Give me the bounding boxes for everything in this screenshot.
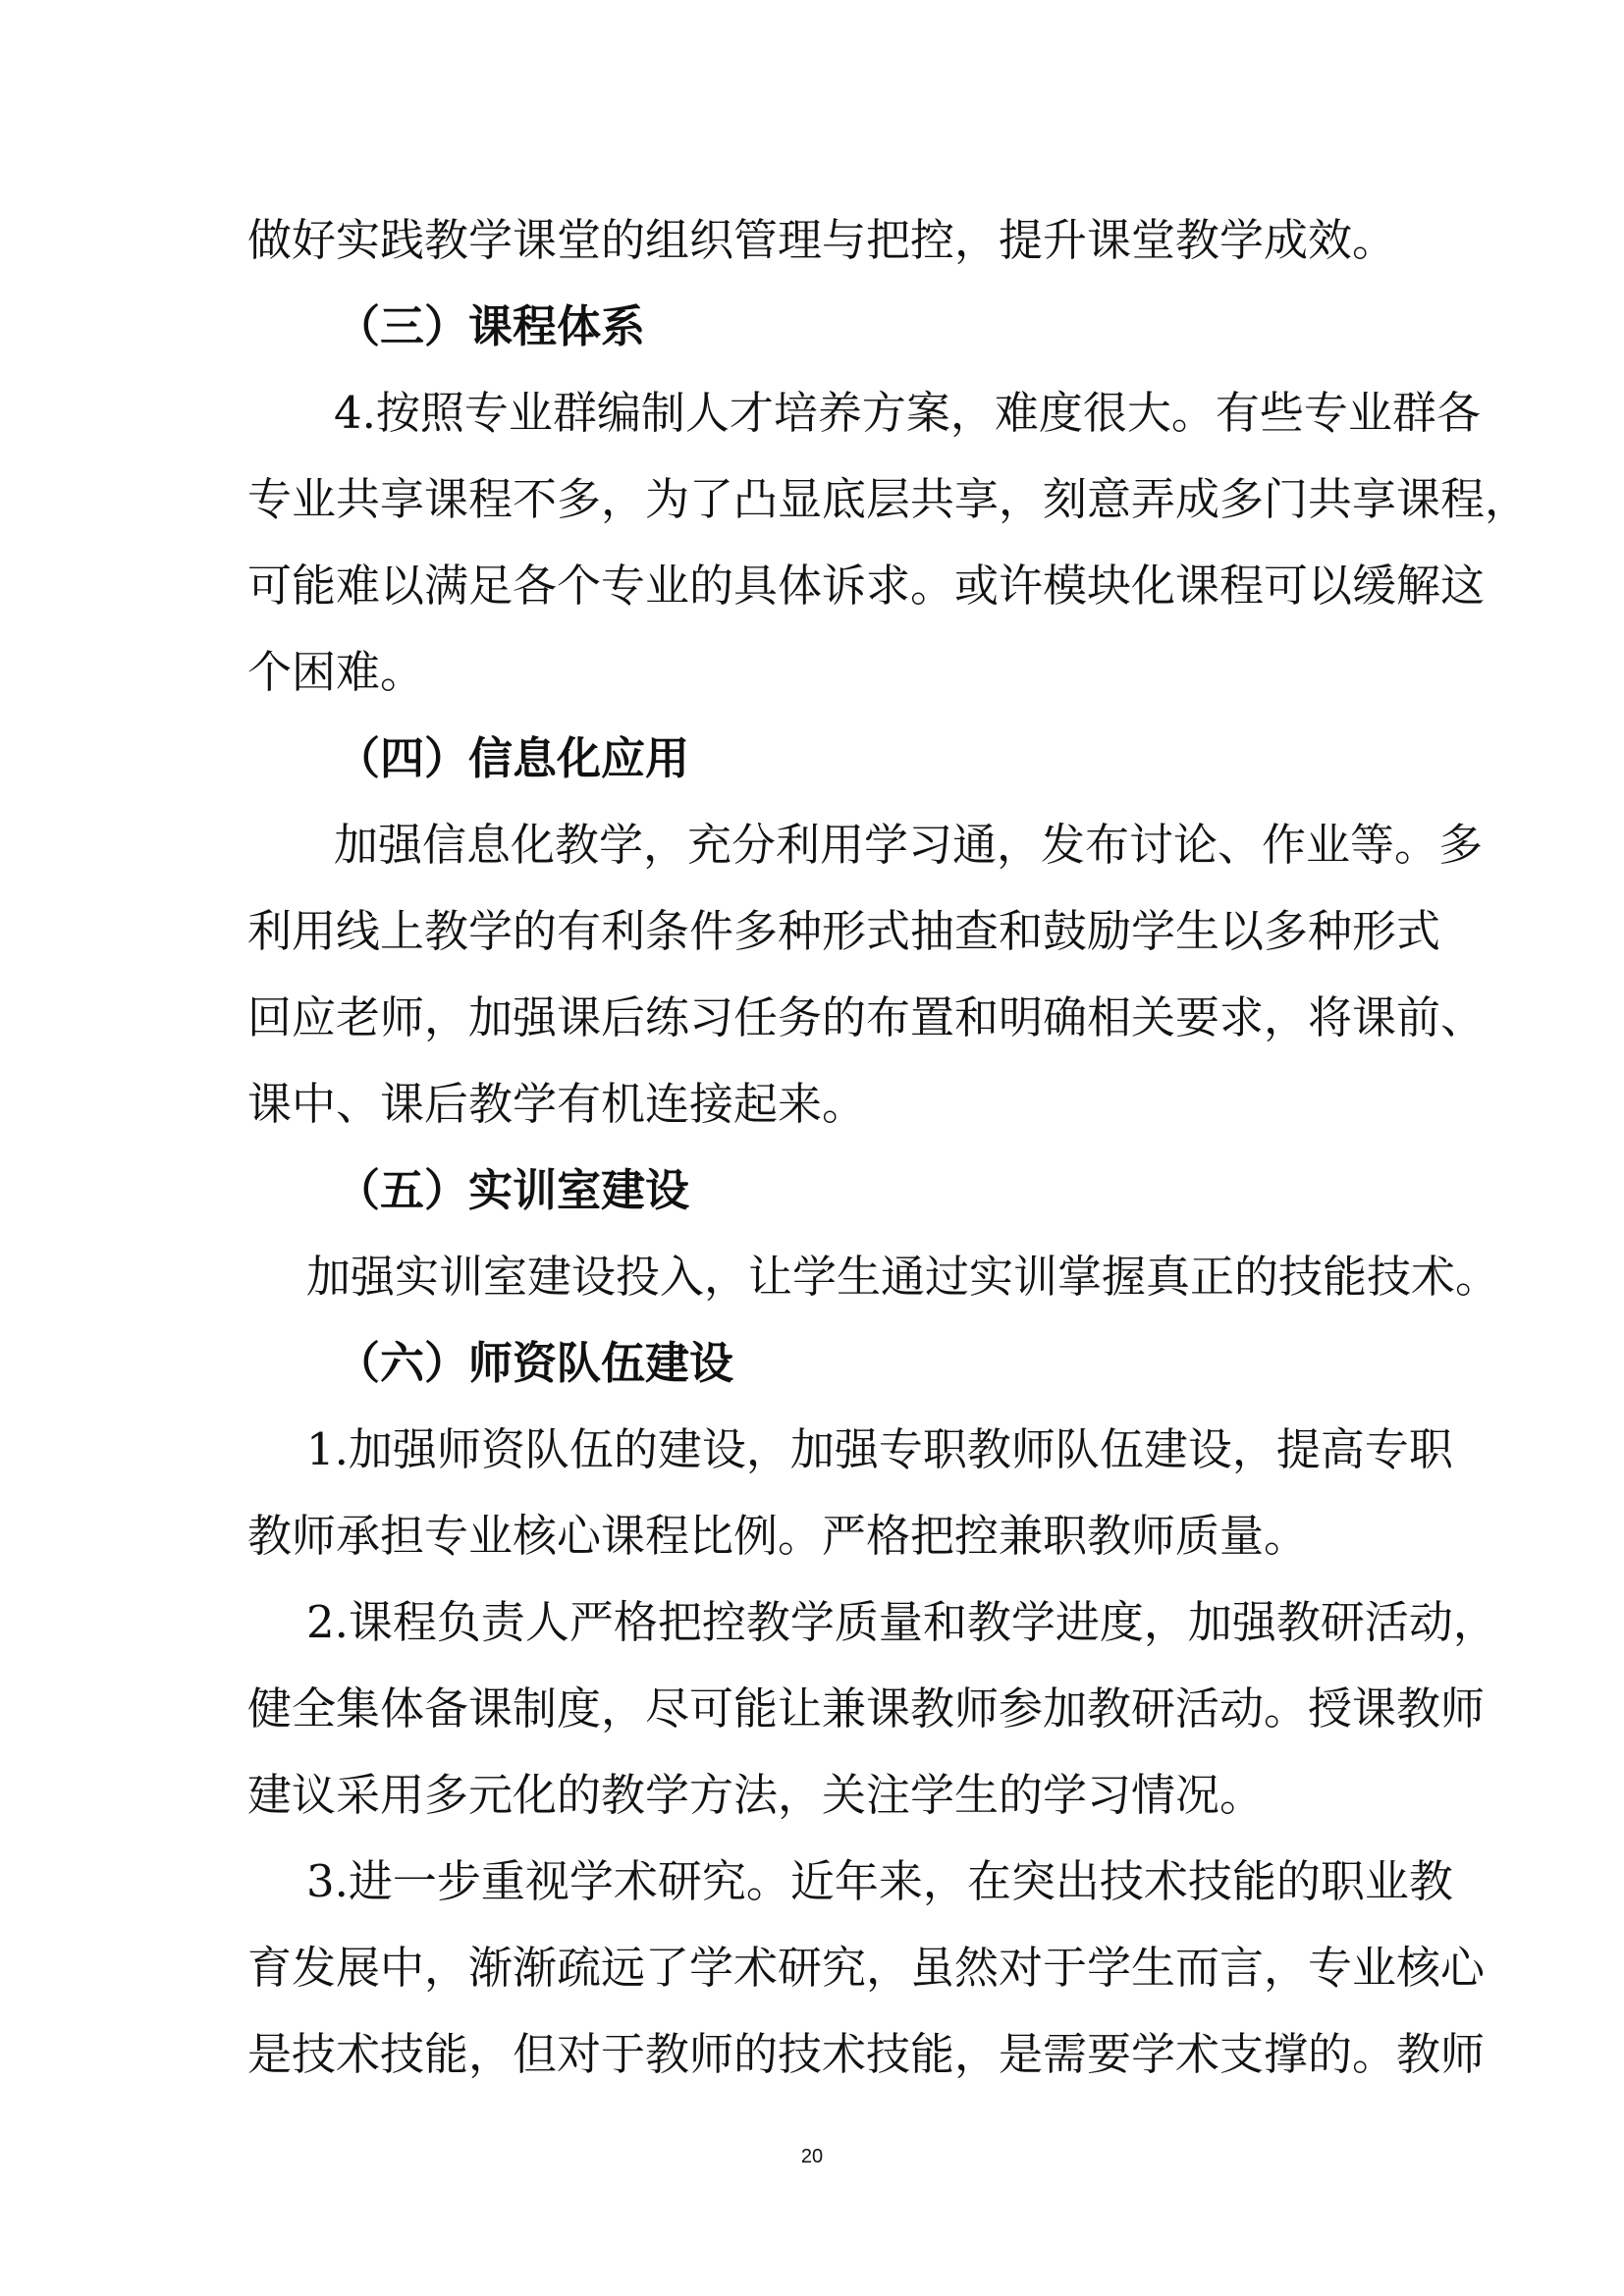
paragraph-line: 3.进一步重视学术研究。近年来，在突出技术技能的职业教 — [306, 1855, 1453, 1907]
paragraph-line: 回应老师，加强课后练习任务的布置和明确相关要求，将课前、 — [247, 991, 1486, 1043]
section-heading-curriculum: （三）课程体系 — [336, 300, 646, 352]
paragraph-line: 专业共享课程不多，为了凸显底层共享，刻意弄成多门共享课程， — [247, 473, 1530, 525]
paragraph-line: 2.课程负责人严格把控教学质量和教学进度，加强教研活动， — [306, 1596, 1497, 1648]
paragraph-line: 可能难以满足各个专业的具体诉求。或许模块化课程可以缓解这 — [247, 560, 1486, 612]
paragraph-line: 健全集体备课制度，尽可能让兼课教师参加教研活动。授课教师 — [247, 1682, 1486, 1735]
paragraph-line: 加强实训室建设投入，让学生通过实训掌握真正的技能技术。 — [306, 1251, 1500, 1303]
section-heading-informatization: （四）信息化应用 — [336, 732, 690, 784]
paragraph-line: 加强信息化教学，充分利用学习通，发布讨论、作业等。多 — [334, 819, 1484, 871]
paragraph-line: 个困难。 — [247, 646, 425, 698]
section-heading-faculty: （六）师资队伍建设 — [336, 1337, 734, 1389]
paragraph-line: 建议采用多元化的教学方法，关注学生的学习情况。 — [247, 1769, 1265, 1821]
paragraph-line: 利用线上教学的有利条件多种形式抽查和鼓励学生以多种形式 — [247, 905, 1441, 957]
paragraph-line: 1.加强师资队伍的建设，加强专职教师队伍建设，提高专职 — [306, 1423, 1453, 1475]
section-heading-training-room: （五）实训室建设 — [336, 1164, 690, 1216]
paragraph-line: 是技术技能，但对于教师的技术技能，是需要学术支撑的。教师 — [247, 2028, 1486, 2080]
page-number: 20 — [800, 2146, 824, 2167]
paragraph-line: 做好实践教学课堂的组织管理与把控，提升课堂教学成效。 — [247, 214, 1397, 266]
paragraph-line: 课中、课后教学有机连接起来。 — [247, 1078, 867, 1130]
paragraph-line: 育发展中，渐渐疏远了学术研究，虽然对于学生而言，专业核心 — [247, 1942, 1486, 1994]
paragraph-line: 教师承担专业核心课程比例。严格把控兼职教师质量。 — [247, 1510, 1309, 1562]
paragraph-line: 4.按照专业群编制人才培养方案，难度很大。有些专业群各 — [334, 387, 1481, 439]
document-body — [247, 211, 1530, 2111]
